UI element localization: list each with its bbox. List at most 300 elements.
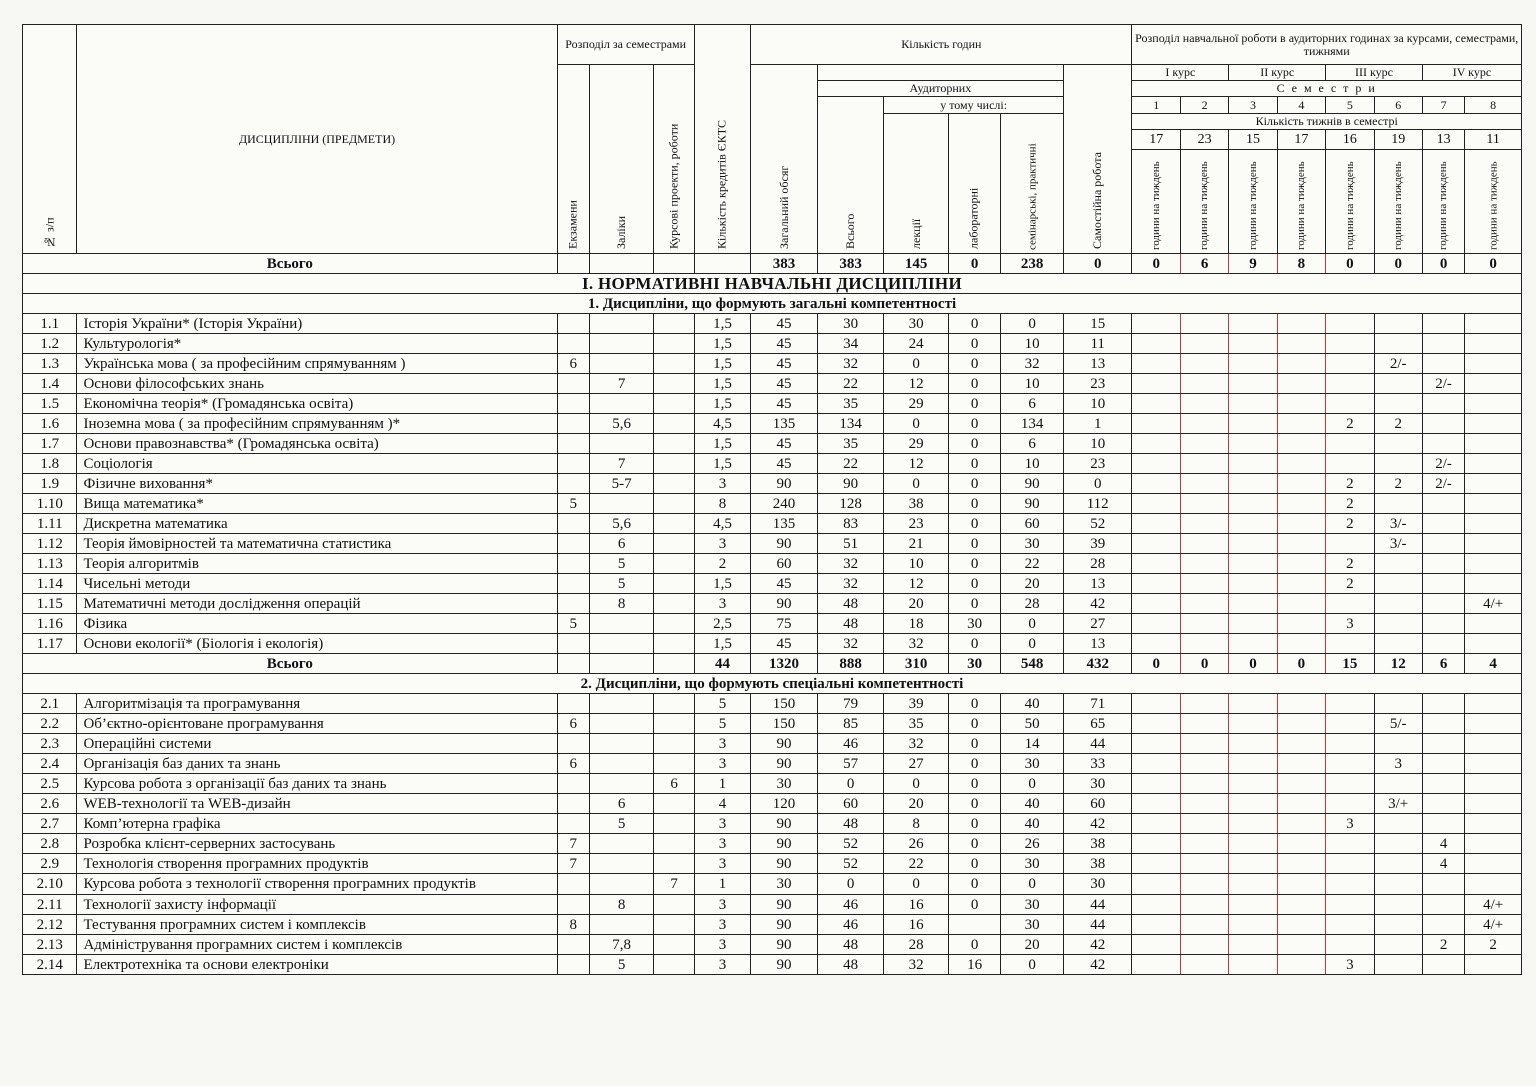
table-cell xyxy=(1229,554,1277,574)
table-cell: 0 xyxy=(948,714,1000,734)
table-cell: 46 xyxy=(817,734,884,754)
table-cell xyxy=(1374,434,1422,454)
table-cell xyxy=(557,935,589,955)
table-cell xyxy=(557,955,589,975)
table-cell xyxy=(1277,474,1325,494)
table-cell: 90 xyxy=(751,534,818,554)
table-cell: 12 xyxy=(884,374,949,394)
table-cell xyxy=(1132,895,1180,915)
table-cell xyxy=(1465,414,1522,434)
table-cell xyxy=(654,474,694,494)
table-cell xyxy=(1132,935,1180,955)
table-cell xyxy=(1374,694,1422,714)
table-cell: 0 xyxy=(817,774,884,794)
table-cell xyxy=(589,354,654,374)
table-cell: 0 xyxy=(1001,314,1064,334)
table-cell xyxy=(1132,734,1180,754)
table-cell xyxy=(1180,494,1228,514)
table-cell: 5-7 xyxy=(589,474,654,494)
table-cell: 14 xyxy=(1001,734,1064,754)
table-cell: 13 xyxy=(1063,574,1132,594)
table-row xyxy=(23,614,1522,634)
table-cell xyxy=(1180,955,1228,975)
row-number: 2.14 xyxy=(23,955,77,975)
table-cell: 2 xyxy=(1374,474,1422,494)
table-row xyxy=(23,534,1522,554)
table-cell: 48 xyxy=(817,814,884,834)
discipline-name: Українська мова ( за професійним спрямуванням ) xyxy=(77,354,557,374)
table-cell: 10 xyxy=(884,554,949,574)
table-cell xyxy=(1422,734,1464,754)
table-cell: 3 xyxy=(694,594,750,614)
weeks-5: 16 xyxy=(1326,130,1374,150)
table-cell xyxy=(1465,794,1522,814)
total-cell: 0 xyxy=(948,254,1000,274)
table-cell: 0 xyxy=(1001,874,1064,895)
table-cell xyxy=(1229,314,1277,334)
table-cell xyxy=(654,614,694,634)
table-cell xyxy=(1229,814,1277,834)
table-cell: 16 xyxy=(884,895,949,915)
table-cell xyxy=(1374,394,1422,414)
table-cell: 35 xyxy=(817,434,884,454)
table-cell: 60 xyxy=(1001,514,1064,534)
table-cell xyxy=(1180,774,1228,794)
table-cell xyxy=(1180,334,1228,354)
table-cell xyxy=(1374,854,1422,874)
table-row xyxy=(23,494,1522,514)
table-cell xyxy=(1465,714,1522,734)
table-cell xyxy=(1422,874,1464,895)
table-cell: 2 xyxy=(694,554,750,574)
table-cell xyxy=(1277,434,1325,454)
table-row xyxy=(23,895,1522,915)
discipline-name: Організація баз даних та знань xyxy=(77,754,557,774)
table-cell xyxy=(1180,714,1228,734)
table-cell: 48 xyxy=(817,594,884,614)
table-cell xyxy=(1374,814,1422,834)
section-title: І. НОРМАТИВНІ НАВЧАЛЬНІ ДИСЦИПЛІНИ xyxy=(23,274,1522,294)
table-cell xyxy=(1326,634,1374,654)
table-cell xyxy=(1229,854,1277,874)
table-cell: 2 xyxy=(1326,474,1374,494)
header-semesters: С е м е с т р и xyxy=(1132,81,1522,97)
table-cell xyxy=(1277,774,1325,794)
table-cell: 4 xyxy=(1422,854,1464,874)
table-cell: 30 xyxy=(751,774,818,794)
table-cell xyxy=(1465,394,1522,414)
table-cell xyxy=(1229,754,1277,774)
header-distribution: Розподіл навчальної роботи в аудиторних годинах за курсами, семестрами, тижнями xyxy=(1132,25,1522,65)
table-cell xyxy=(557,374,589,394)
table-cell xyxy=(1180,895,1228,915)
table-cell xyxy=(1374,614,1422,634)
table-cell xyxy=(1229,374,1277,394)
table-cell: 90 xyxy=(817,474,884,494)
table-cell xyxy=(654,854,694,874)
table-cell: 0 xyxy=(948,734,1000,754)
discipline-name: Адміністрування програмних систем і комплексів xyxy=(77,935,557,955)
header-weeks: Кількість тижнів в семестрі xyxy=(1132,114,1522,130)
table-cell: 8 xyxy=(589,895,654,915)
table-cell: 45 xyxy=(751,634,818,654)
table-cell: 2,5 xyxy=(694,614,750,634)
table-cell: 5 xyxy=(694,714,750,734)
table-cell: 39 xyxy=(884,694,949,714)
table-cell: 0 xyxy=(948,314,1000,334)
table-cell xyxy=(1422,634,1464,654)
table-cell xyxy=(1465,694,1522,714)
per-week-5: години на тиждень xyxy=(1326,150,1374,254)
table-cell xyxy=(654,634,694,654)
table-cell xyxy=(1277,935,1325,955)
weeks-6: 19 xyxy=(1374,130,1422,150)
table-cell: 45 xyxy=(751,394,818,414)
table-cell xyxy=(1277,634,1325,654)
table-cell xyxy=(1326,714,1374,734)
table-cell xyxy=(589,434,654,454)
table-cell xyxy=(1132,354,1180,374)
table-cell: 6 xyxy=(557,754,589,774)
table-cell xyxy=(1132,814,1180,834)
table-cell: 0 xyxy=(948,514,1000,534)
table-cell: 10 xyxy=(1001,374,1064,394)
table-cell: 3 xyxy=(1326,955,1374,975)
table-cell xyxy=(654,374,694,394)
table-cell: 42 xyxy=(1063,594,1132,614)
table-cell xyxy=(1180,514,1228,534)
discipline-name: Курсова робота з технології створення програмних продуктів xyxy=(77,874,557,895)
discipline-name: Соціологія xyxy=(77,454,557,474)
semester-6: 6 xyxy=(1374,97,1422,114)
table-cell: 90 xyxy=(751,814,818,834)
per-week-7: години на тиждень xyxy=(1422,150,1464,254)
table-cell: 30 xyxy=(1063,874,1132,895)
table-cell: 5 xyxy=(694,694,750,714)
header-including: у тому числі: xyxy=(884,97,1064,114)
table-cell: 0 xyxy=(948,754,1000,774)
table-cell: 4/+ xyxy=(1465,594,1522,614)
table-cell: 23 xyxy=(1063,454,1132,474)
table-cell: 240 xyxy=(751,494,818,514)
table-cell: 0 xyxy=(884,774,949,794)
table-cell xyxy=(1132,574,1180,594)
table-cell xyxy=(1180,534,1228,554)
table-cell xyxy=(1229,594,1277,614)
table-cell xyxy=(1277,794,1325,814)
table-cell: 0 xyxy=(1063,474,1132,494)
table-cell xyxy=(1277,514,1325,534)
table-cell: 3/- xyxy=(1374,534,1422,554)
table-cell: 15 xyxy=(1063,314,1132,334)
table-cell: 1,5 xyxy=(694,454,750,474)
table-cell xyxy=(557,594,589,614)
table-cell: 30 xyxy=(948,614,1000,634)
table-cell xyxy=(1374,554,1422,574)
table-cell: 4 xyxy=(1422,834,1464,854)
table-cell: 90 xyxy=(1001,474,1064,494)
table-cell xyxy=(1132,554,1180,574)
table-cell xyxy=(1132,714,1180,734)
table-cell xyxy=(1180,915,1228,935)
table-cell: 134 xyxy=(1001,414,1064,434)
total-cell xyxy=(589,254,654,274)
table-cell xyxy=(1374,774,1422,794)
table-cell: 42 xyxy=(1063,955,1132,975)
table-cell: 32 xyxy=(817,554,884,574)
table-cell xyxy=(1180,454,1228,474)
table-cell: 20 xyxy=(884,594,949,614)
table-cell xyxy=(1422,574,1464,594)
row-number: 2.8 xyxy=(23,834,77,854)
total-cell: 9 xyxy=(1229,254,1277,274)
table-cell xyxy=(1277,394,1325,414)
discipline-name: Технологія створення програмних продуктів xyxy=(77,854,557,874)
table-cell xyxy=(1465,374,1522,394)
table-cell xyxy=(1465,334,1522,354)
table-cell xyxy=(1422,554,1464,574)
table-cell xyxy=(654,574,694,594)
table-row xyxy=(23,434,1522,454)
semester-7: 7 xyxy=(1422,97,1464,114)
table-cell xyxy=(1132,955,1180,975)
table-row xyxy=(23,854,1522,874)
table-cell xyxy=(1180,394,1228,414)
table-cell xyxy=(1326,734,1374,754)
table-cell: 3 xyxy=(694,854,750,874)
table-cell: 5 xyxy=(557,494,589,514)
header-semester-dist: Розподіл за семестрами xyxy=(557,25,694,65)
table-cell: 2 xyxy=(1326,514,1374,534)
table-cell xyxy=(557,474,589,494)
discipline-name: Об’єктно-орієнтоване програмування xyxy=(77,714,557,734)
table-cell xyxy=(654,594,694,614)
table-row xyxy=(23,334,1522,354)
table-cell: 0 xyxy=(948,895,1000,915)
table-cell: 3 xyxy=(694,814,750,834)
row-number: 1.13 xyxy=(23,554,77,574)
table-cell xyxy=(1422,414,1464,434)
subsection-title-row xyxy=(23,294,1522,314)
table-cell xyxy=(1422,694,1464,714)
semester-4: 4 xyxy=(1277,97,1325,114)
table-cell xyxy=(1465,434,1522,454)
table-cell: 12 xyxy=(884,574,949,594)
table-cell xyxy=(1326,774,1374,794)
table-cell: 1,5 xyxy=(694,374,750,394)
table-cell: 4,5 xyxy=(694,514,750,534)
row-number: 1.15 xyxy=(23,594,77,614)
table-cell xyxy=(1422,334,1464,354)
table-cell xyxy=(589,774,654,794)
table-cell xyxy=(654,434,694,454)
table-cell xyxy=(1132,594,1180,614)
discipline-name: Основи екології* (Біологія і екологія) xyxy=(77,634,557,654)
table-cell xyxy=(1180,314,1228,334)
discipline-name: Розробка клієнт-серверних застосувань xyxy=(77,834,557,854)
table-cell: 0 xyxy=(948,694,1000,714)
table-cell: 128 xyxy=(817,494,884,514)
table-cell xyxy=(1132,374,1180,394)
table-cell: 2 xyxy=(1326,414,1374,434)
table-cell: 150 xyxy=(751,694,818,714)
table-cell: 0 xyxy=(817,874,884,895)
table-cell xyxy=(654,394,694,414)
table-cell: 5 xyxy=(589,574,654,594)
table-cell xyxy=(1277,414,1325,434)
table-cell: 34 xyxy=(817,334,884,354)
table-cell: 85 xyxy=(817,714,884,734)
table-cell: 29 xyxy=(884,434,949,454)
table-cell: 60 xyxy=(817,794,884,814)
discipline-name: Вища математика* xyxy=(77,494,557,514)
table-cell xyxy=(1465,955,1522,975)
table-cell: 13 xyxy=(1063,634,1132,654)
table-cell: 38 xyxy=(884,494,949,514)
header-course-1: І курс xyxy=(1132,65,1229,81)
table-cell xyxy=(1229,354,1277,374)
table-cell xyxy=(1374,454,1422,474)
table-cell: 90 xyxy=(751,895,818,915)
table-cell: 52 xyxy=(817,834,884,854)
total-cell: 0 xyxy=(1277,654,1325,674)
discipline-name: Теорія алгоритмів xyxy=(77,554,557,574)
table-cell xyxy=(1229,514,1277,534)
table-cell xyxy=(1374,895,1422,915)
row-number: 1.1 xyxy=(23,314,77,334)
table-cell: 24 xyxy=(884,334,949,354)
table-cell: 8 xyxy=(589,594,654,614)
table-cell: 120 xyxy=(751,794,818,814)
table-cell xyxy=(557,394,589,414)
table-cell: 135 xyxy=(751,514,818,534)
table-cell xyxy=(1180,374,1228,394)
table-cell xyxy=(1277,754,1325,774)
table-cell xyxy=(654,494,694,514)
table-cell: 6 xyxy=(557,354,589,374)
table-cell: 3 xyxy=(694,895,750,915)
header-exams: Екзамени xyxy=(557,65,589,254)
table-cell: 33 xyxy=(1063,754,1132,774)
table-cell: 83 xyxy=(817,514,884,534)
table-row xyxy=(23,514,1522,534)
header-spacer xyxy=(817,65,1063,81)
row-number: 1.10 xyxy=(23,494,77,514)
table-row xyxy=(23,574,1522,594)
table-cell xyxy=(1277,955,1325,975)
row-number: 1.11 xyxy=(23,514,77,534)
header-course-4: IV курс xyxy=(1422,65,1521,81)
table-cell: 22 xyxy=(884,854,949,874)
discipline-name: Історія України* (Історія України) xyxy=(77,314,557,334)
table-cell xyxy=(1132,834,1180,854)
table-cell: 90 xyxy=(751,935,818,955)
table-cell xyxy=(557,514,589,534)
table-cell xyxy=(1180,694,1228,714)
table-cell xyxy=(1277,374,1325,394)
row-number: 1.9 xyxy=(23,474,77,494)
table-cell: 44 xyxy=(1063,915,1132,935)
table-cell: 3 xyxy=(694,935,750,955)
table-cell: 0 xyxy=(948,414,1000,434)
table-cell: 26 xyxy=(884,834,949,854)
table-cell xyxy=(1465,454,1522,474)
table-cell: 0 xyxy=(948,534,1000,554)
table-cell xyxy=(1277,534,1325,554)
table-cell: 71 xyxy=(1063,694,1132,714)
table-cell xyxy=(1422,594,1464,614)
table-cell xyxy=(1132,614,1180,634)
table-cell: 135 xyxy=(751,414,818,434)
total-cell: 15 xyxy=(1326,654,1374,674)
table-cell xyxy=(589,834,654,854)
table-cell: 10 xyxy=(1001,454,1064,474)
table-cell: 39 xyxy=(1063,534,1132,554)
table-cell: 1,5 xyxy=(694,634,750,654)
table-cell: 3 xyxy=(694,754,750,774)
total-cell: 8 xyxy=(1277,254,1325,274)
total-label: Всього xyxy=(23,654,558,674)
subsection-title-row xyxy=(23,674,1522,694)
table-cell xyxy=(1326,794,1374,814)
table-cell: 30 xyxy=(1001,854,1064,874)
table-cell: 3 xyxy=(694,474,750,494)
table-cell xyxy=(1132,454,1180,474)
table-cell xyxy=(1374,915,1422,935)
table-cell: 112 xyxy=(1063,494,1132,514)
table-cell: 3 xyxy=(694,834,750,854)
table-cell: 1 xyxy=(1063,414,1132,434)
row-number: 2.12 xyxy=(23,915,77,935)
table-cell: 5 xyxy=(589,814,654,834)
discipline-name: Дискретна математика xyxy=(77,514,557,534)
table-cell xyxy=(1180,754,1228,774)
table-cell: 32 xyxy=(884,734,949,754)
table-cell: 35 xyxy=(884,714,949,734)
table-cell xyxy=(1465,554,1522,574)
table-cell: 0 xyxy=(884,414,949,434)
table-cell xyxy=(1326,534,1374,554)
semester-3: 3 xyxy=(1229,97,1277,114)
table-cell xyxy=(1132,915,1180,935)
discipline-name: Іноземна мова ( за професійним спрямуванням )* xyxy=(77,414,557,434)
header-course-projects: Курсові проекти, роботи xyxy=(654,65,694,254)
table-cell: 60 xyxy=(1063,794,1132,814)
table-row xyxy=(23,474,1522,494)
table-cell: 5 xyxy=(557,614,589,634)
table-cell xyxy=(1180,814,1228,834)
table-cell: 28 xyxy=(1001,594,1064,614)
per-week-6: години на тиждень xyxy=(1374,150,1422,254)
table-cell: 4/+ xyxy=(1465,895,1522,915)
total-label: Всього xyxy=(23,254,558,274)
table-cell xyxy=(589,694,654,714)
table-cell: 38 xyxy=(1063,854,1132,874)
table-cell xyxy=(1465,474,1522,494)
table-cell: 45 xyxy=(751,454,818,474)
table-cell xyxy=(589,614,654,634)
table-cell: 8 xyxy=(694,494,750,514)
total-cell: 0 xyxy=(1132,654,1180,674)
table-cell xyxy=(1422,434,1464,454)
total-cell xyxy=(654,654,694,674)
table-cell xyxy=(1277,895,1325,915)
table-cell xyxy=(1132,434,1180,454)
table-cell xyxy=(557,534,589,554)
table-cell xyxy=(557,334,589,354)
table-cell: 30 xyxy=(1001,915,1064,935)
table-cell xyxy=(1132,774,1180,794)
